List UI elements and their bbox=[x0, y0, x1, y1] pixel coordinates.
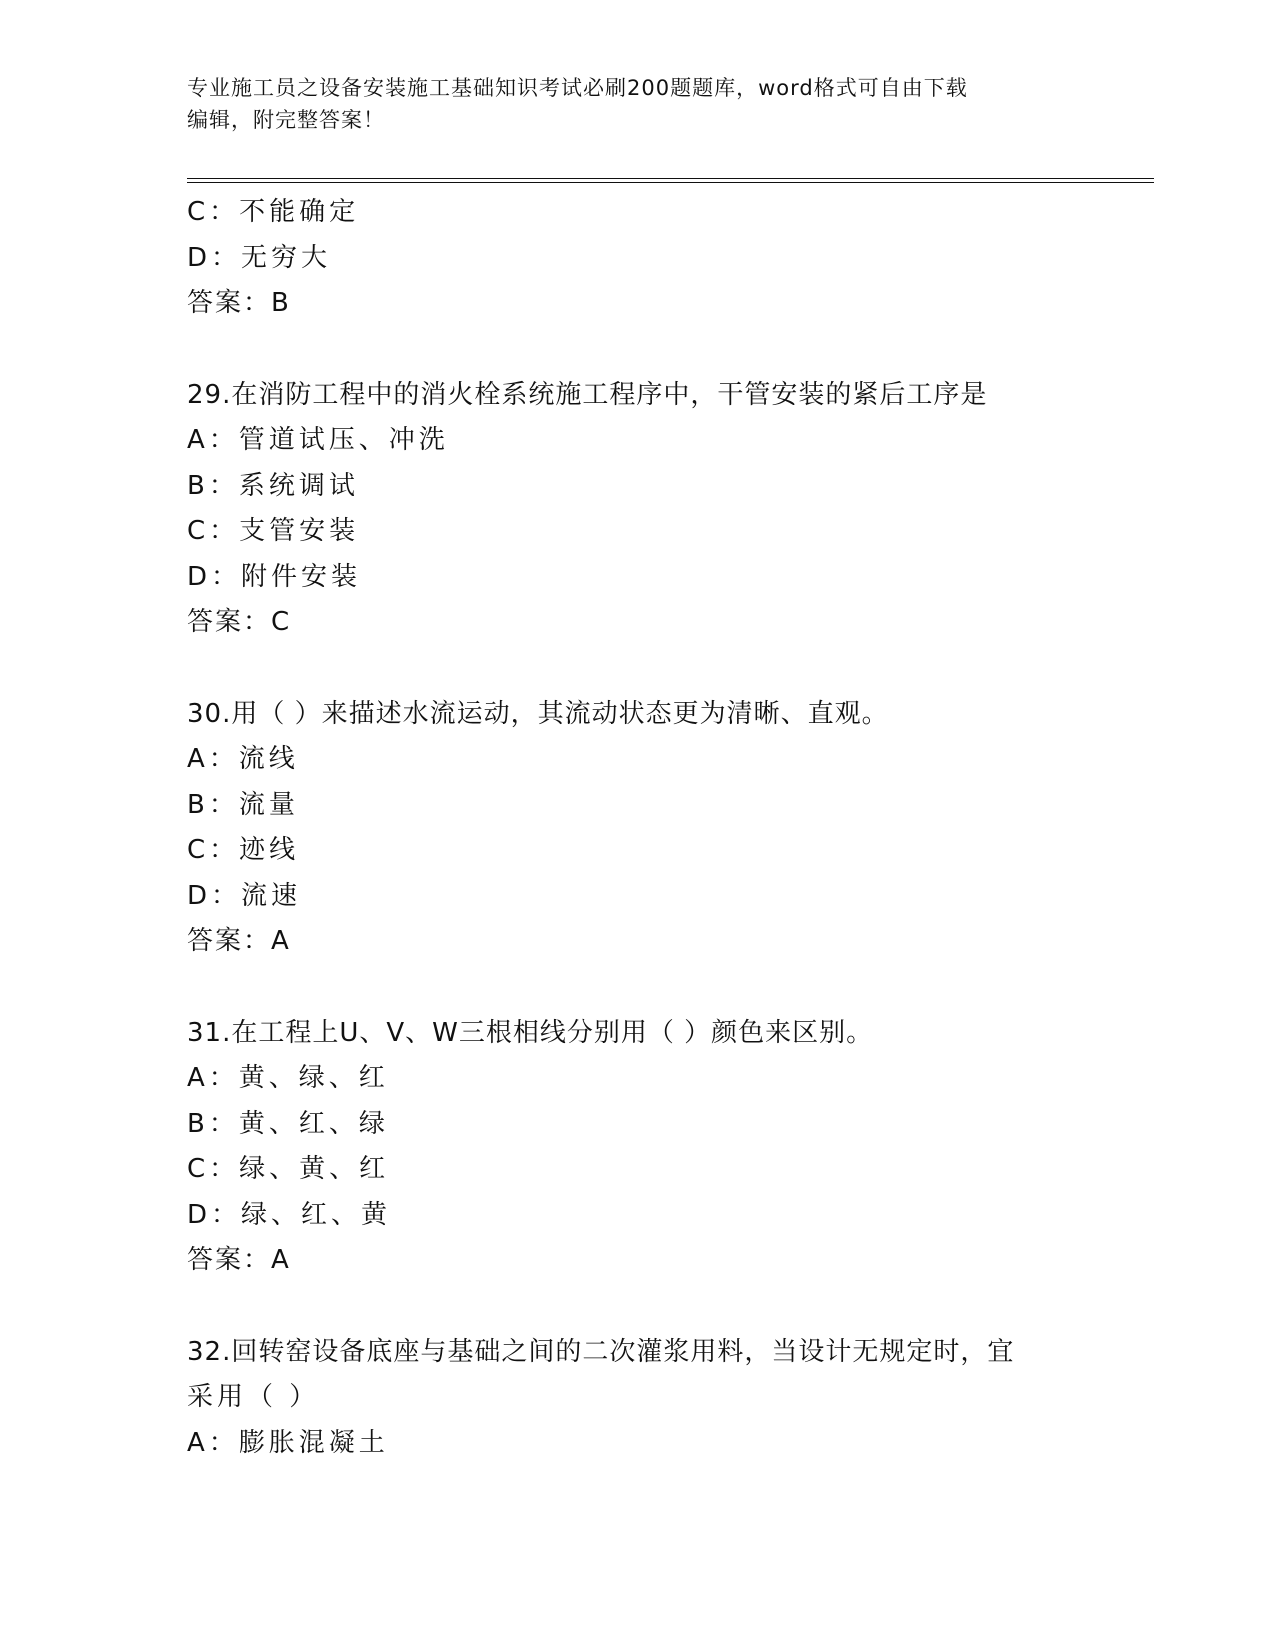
option-c: C：支管安装 bbox=[187, 516, 360, 546]
option-d: D：附件安装 bbox=[187, 561, 362, 592]
question-stem: 30.用（ ）来描述水流运动，其流动状态更为清晰、直观。 bbox=[187, 698, 889, 729]
header-title-line-1: 专业施工员之设备安装施工基础知识考试必刷200题题库，word格式可自由下载 bbox=[187, 76, 968, 100]
question-stem-continued: 采用（ ） bbox=[187, 1382, 320, 1412]
question-list bbox=[187, 190, 1147, 1466]
option-a: A：膨胀混凝土 bbox=[187, 1427, 389, 1458]
question-stem: 29.在消防工程中的消火栓系统施工程序中，干管安装的紧后工序是 bbox=[187, 379, 988, 410]
header-title-line-2: 编辑，附完整答案！ bbox=[187, 108, 385, 132]
question-gap bbox=[187, 646, 1147, 692]
option-c: C：绿、黄、红 bbox=[187, 1154, 390, 1184]
header-divider-bottom bbox=[187, 182, 1154, 183]
question-gap bbox=[187, 1284, 1147, 1330]
question-stem: 31.在工程上U、V、W三根相线分别用（ ）颜色来区别。 bbox=[187, 1017, 874, 1048]
question-stem: 32.回转窑设备底座与基础之间的二次灌浆用料，当设计无规定时，宜 bbox=[187, 1336, 1015, 1367]
option-d: D：流速 bbox=[187, 880, 302, 911]
answer-line: 答案：A bbox=[187, 926, 291, 956]
option-a: A：黄、绿、红 bbox=[187, 1063, 389, 1093]
option-d: D：绿、红、黄 bbox=[187, 1199, 392, 1230]
header-divider-top bbox=[187, 178, 1154, 179]
option-d: D：无穷大 bbox=[187, 242, 332, 273]
option-a: A：管道试压、冲洗 bbox=[187, 425, 449, 455]
answer-line: 答案：B bbox=[187, 288, 291, 318]
option-a: A：流线 bbox=[187, 744, 299, 774]
option-c: C：不能确定 bbox=[187, 197, 360, 227]
answer-line: 答案：C bbox=[187, 607, 292, 637]
option-b: B：流量 bbox=[187, 789, 299, 820]
answer-line: 答案：A bbox=[187, 1245, 291, 1275]
question-gap bbox=[187, 965, 1147, 1011]
option-c: C：迹线 bbox=[187, 835, 300, 865]
document-header bbox=[187, 72, 1087, 136]
option-b: B：系统调试 bbox=[187, 470, 359, 501]
question-gap bbox=[187, 327, 1147, 373]
option-b: B：黄、红、绿 bbox=[187, 1108, 389, 1139]
